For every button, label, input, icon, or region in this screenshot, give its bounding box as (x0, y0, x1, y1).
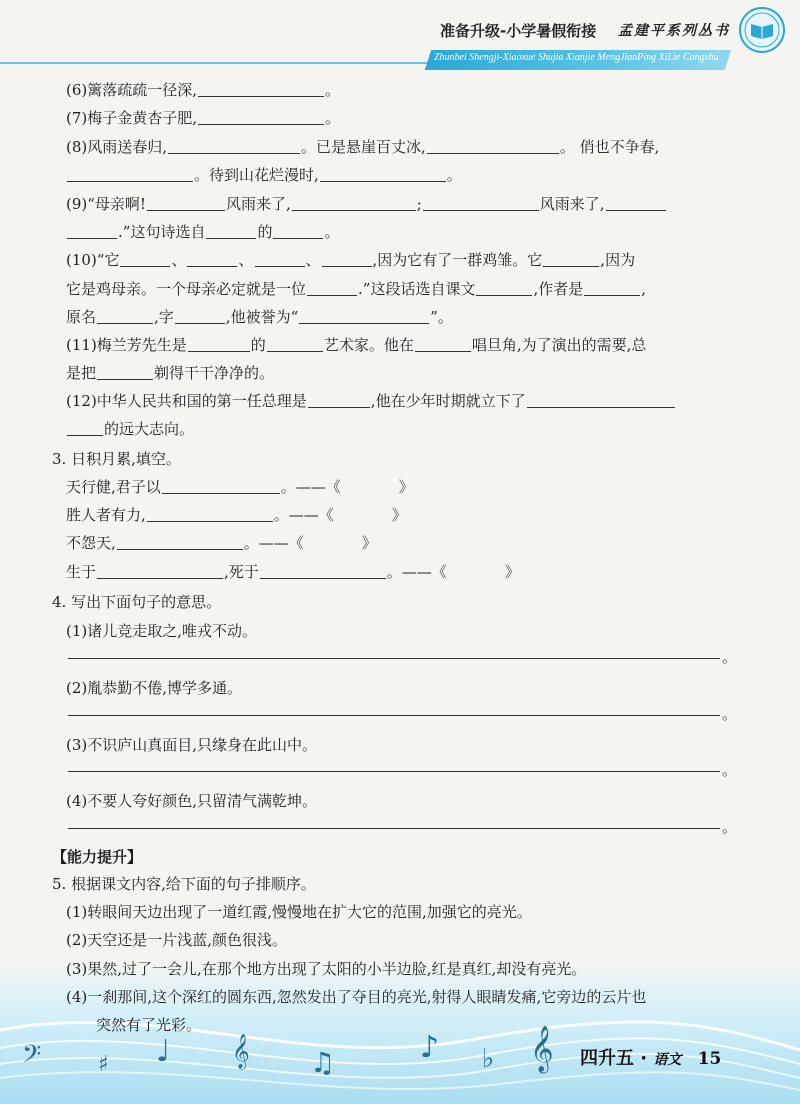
q2-item9-line1: (9)“母亲啊! 风雨来了, ; 风雨来了, (66, 194, 667, 214)
answer-blank[interactable] (188, 337, 250, 352)
q4-item4: (4)不要人夸好颜色,只留清气满乾坤。 (66, 792, 318, 810)
publisher-logo-icon (738, 6, 786, 54)
page-number: 15 (697, 1049, 722, 1069)
q5-item3: (3)果然,过了一会儿,在那个地方出现了太阳的小半边脸,红是真红,却没有亮光。 (66, 960, 587, 978)
q5-item1: (1)转眼间天边出现了一道红霞,慢慢地在扩大它的范围,加强它的亮光。 (66, 903, 532, 921)
answer-blank[interactable] (117, 535, 243, 550)
series-pinyin: Zhunbei Shengji-Xiaoxue Shujia Xianjie MengJianPing XiLie Congshu (434, 52, 719, 63)
answer-blank[interactable] (584, 281, 640, 296)
answer-blank[interactable] (120, 252, 170, 267)
book-title: 准备升级-小学暑假衔接 (440, 22, 597, 40)
answer-blank[interactable] (423, 196, 539, 211)
treble-clef-icon: 𝄞 (530, 1026, 554, 1072)
q5-item2: (2)天空还是一片浅蓝,颜色很浅。 (66, 931, 288, 949)
answer-blank[interactable] (292, 196, 416, 211)
q2-item7: (7)梅子金黄杏子肥, 。 (66, 109, 341, 127)
answer-blank[interactable] (267, 337, 323, 352)
series-name: 孟建平系列丛书 (618, 23, 730, 39)
q3-line1: 天行健,君子以 。——《 》 (66, 478, 414, 496)
section-heading: 【能力提升】 (52, 848, 143, 866)
answer-blank[interactable] (198, 82, 324, 97)
answer-blank[interactable] (307, 281, 357, 296)
q3-title: 3. 日积月累,填空。 (52, 450, 181, 468)
note-icon: ♪ (420, 1030, 440, 1065)
q4-item3: (3)不识庐山真面目,只缘身在此山中。 (66, 736, 318, 754)
answer-blank[interactable] (97, 365, 153, 380)
answer-blank[interactable] (308, 393, 370, 408)
q3-line3: 不怨天, 。——《 》 (66, 534, 377, 552)
treble-clef-icon: 𝄞 (232, 1034, 250, 1069)
sharp-icon: ♯ (98, 1052, 109, 1077)
answer-blank[interactable] (527, 393, 675, 408)
bass-clef-icon: 𝄢 (22, 1040, 42, 1075)
page-footer: 四升五 · 语文 15 (580, 1048, 722, 1069)
answer-blank[interactable] (147, 507, 273, 522)
answer-blank[interactable] (273, 224, 323, 239)
answer-blank[interactable] (67, 167, 193, 182)
answer-line[interactable] (68, 658, 720, 659)
answer-blank[interactable] (67, 421, 103, 436)
answer-blank[interactable] (168, 139, 300, 154)
q2-item8-line1: (8)风雨送春归, 。已是悬崖百丈冰, 。 俏也不争春, (66, 138, 660, 156)
answer-blank[interactable] (415, 337, 471, 352)
q2-item9-line2: .”这句诗选自 的 。 (66, 222, 339, 242)
note-icon: ♩ (156, 1034, 171, 1069)
workbook-page: 准备升级-小学暑假衔接 孟建平系列丛书 Zhunbei Shengji-Xiaoxue Shujia Xianjie MengJianPing XiLie Congshu (6)篱落疏疏一径深, 。 (7)梅子金黄杏子肥, 。 (8)风雨送春归, 。已是悬崖百丈冰, 。 俏也不争春, 。待到山花烂漫时, 。 (9)“母亲啊! 风雨来了, ; 风雨来了, .”这句诗选自 的 。 (10)“它 、 、 、 ,因为它有了一群鸡雏。它 ,因为 它是鸡母亲。一个母亲必定就是一位 .”这段话选自课文 ,作者是 , 原名 ,字 ,他被誉为“ ”。 (11)梅兰芳先生是 的 艺术家。他在 唱旦角,为了演出的需要,总 是把 剃得干干净净的。 (12)中华人民共和国的第一任总理是 ,他在少年时期就立下了 的远大志向。 3. 日积月累,填空。 天行健,君子以 。——《 》 胜人者有力, 。——《 》 不怨天, 。——《 》 生于 ,死于 。——《 》 4. 写出下面句子的意思。 (1)诸儿竞走取之,唯戎不动。 。 (2)胤恭勤不倦,博学多通。 。 (3)不识庐山真面目,只缘身在此山中。 。 (4)不要人夸好颜色,只留清气满乾坤。 。 【能力提升】 𝄢 ♯ ♩ 𝄞 ♫ ♪ ♭ 𝄞 5. 根据课文内容,给下面的句子排顺序。 (1)转眼间天边出现了一道红霞,慢慢地在扩大它的范围,加强它的亮光。 (2)天空还是一片浅蓝,颜色很浅。 (3)果然,过了一会儿,在那个地方出现了太阳的小半边脸,红是真红,却没有亮光。 (4)一刹那间,这个深红的圆东西,忽然发出了夺目的亮光,射得人眼睛发痛,它旁边的云片也 突然有了光彩。 四升五 · 语文 15 (0, 0, 800, 1104)
q4-item2: (2)胤恭勤不倦,博学多通。 (66, 679, 243, 697)
q2-item6: (6)篱落疏疏一径深, 。 (66, 81, 341, 99)
answer-blank[interactable] (198, 110, 324, 125)
answer-line[interactable] (68, 715, 720, 716)
q2-item12-line1: (12)中华人民共和国的第一任总理是 ,他在少年时期就立下了 (66, 391, 676, 411)
answer-blank[interactable] (543, 252, 599, 267)
answer-blank[interactable] (187, 252, 237, 267)
q2-item8-line2: 。待到山花烂漫时, 。 (66, 165, 462, 185)
answer-line[interactable] (68, 771, 720, 772)
answer-blank[interactable] (97, 564, 223, 579)
answer-blank[interactable] (162, 479, 280, 494)
answer-blank[interactable] (606, 196, 666, 211)
answer-blank[interactable] (147, 196, 225, 211)
answer-blank[interactable] (67, 224, 117, 239)
q3-line2: 胜人者有力, 。——《 》 (66, 506, 407, 524)
q5-title: 5. 根据课文内容,给下面的句子排顺序。 (52, 875, 316, 893)
answer-blank[interactable] (427, 139, 559, 154)
grade-label: 四升五 (580, 1048, 634, 1069)
answer-blank[interactable] (255, 252, 305, 267)
flat-icon: ♭ (482, 1044, 495, 1074)
q2-item10-line1: (10)“它 、 、 、 ,因为它有了一群鸡雏。它 ,因为 (66, 251, 636, 269)
q2-item11-line1: (11)梅兰芳先生是 的 艺术家。他在 唱旦角,为了演出的需要,总 (66, 336, 647, 354)
subject-label: 语文 (653, 1052, 682, 1068)
q2-item12-line2: 的远大志向。 (66, 419, 194, 439)
answer-blank[interactable] (206, 224, 256, 239)
answer-line[interactable] (68, 828, 720, 829)
q3-line4: 生于 ,死于 。——《 》 (66, 563, 520, 581)
answer-blank[interactable] (260, 564, 386, 579)
answer-blank[interactable] (476, 281, 532, 296)
q4-title: 4. 写出下面句子的意思。 (52, 593, 222, 611)
q5-item4-cont: 突然有了光彩。 (96, 1016, 202, 1034)
q2-item11-line2: 是把 剃得干干净净的。 (66, 364, 275, 382)
answer-blank[interactable] (175, 309, 225, 324)
q4-item1: (1)诸儿竞走取之,唯戎不动。 (66, 622, 258, 640)
beamed-notes-icon: ♫ (310, 1046, 336, 1079)
q2-item10-line2: 它是鸡母亲。一个母亲必定就是一位 .”这段话选自课文 ,作者是 , (66, 280, 647, 298)
q5-item4: (4)一刹那间,这个深红的圆东西,忽然发出了夺目的亮光,射得人眼睛发痛,它旁边的云片也 (66, 988, 647, 1006)
answer-blank[interactable] (320, 167, 446, 182)
answer-blank[interactable] (299, 309, 429, 324)
q2-item10-line3: 原名 ,字 ,他被誉为“ ”。 (66, 308, 453, 326)
answer-blank[interactable] (97, 309, 153, 324)
answer-blank[interactable] (322, 252, 372, 267)
